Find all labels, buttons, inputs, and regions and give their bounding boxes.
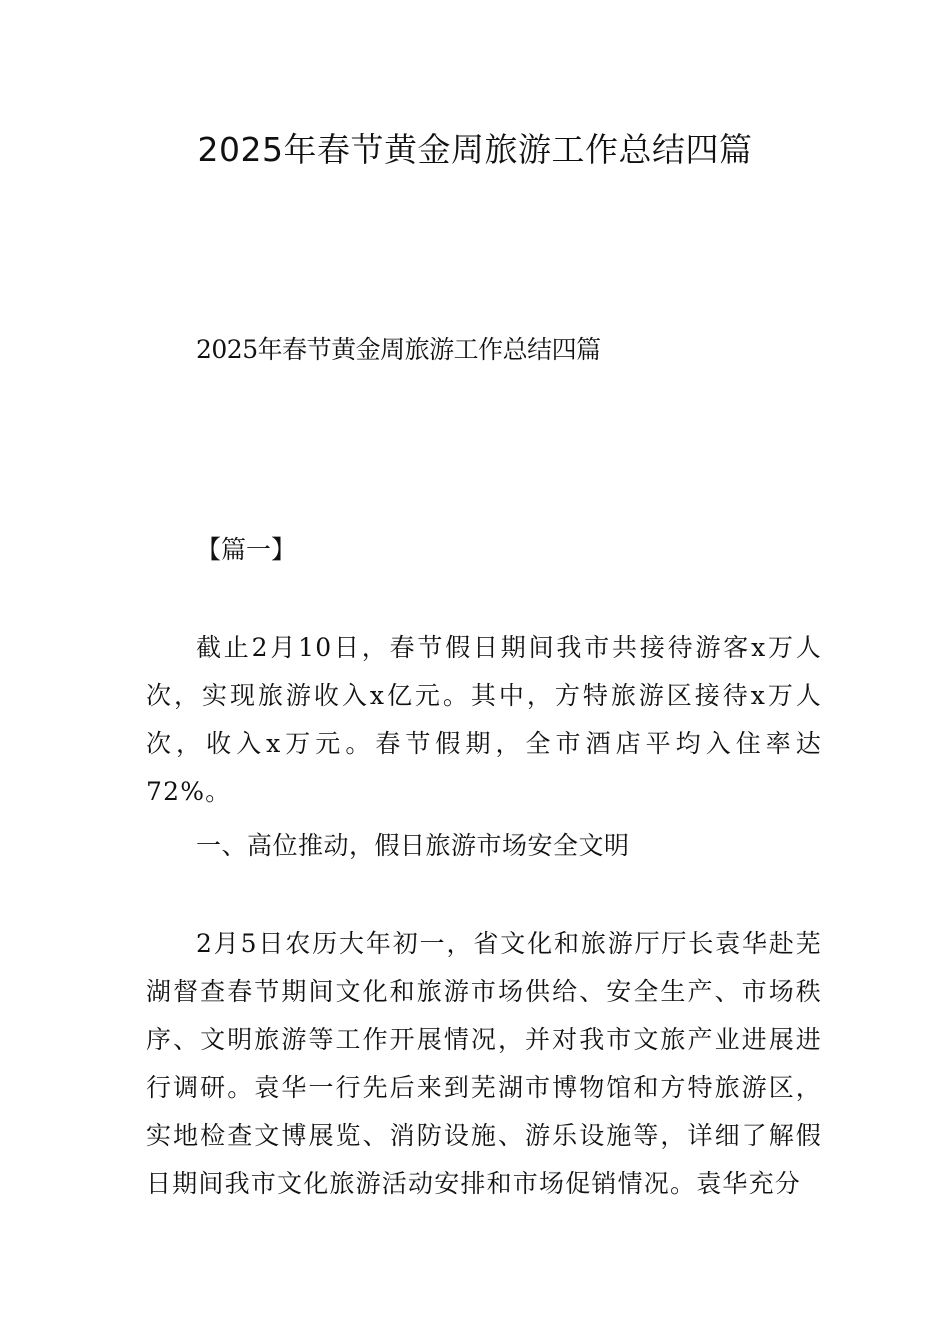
paragraph-summary: 截止2月10日，春节假日期间我市共接待游客x万人次，实现旅游收入x亿元。其中，方特旅游区接待x万人次，收入x万元。春节假期，全市酒店平均入住率达72%。 <box>146 633 822 806</box>
document-subtitle: 2025年春节黄金周旅游工作总结四篇 <box>196 335 601 364</box>
section-heading: 一、高位推动，假日旅游市场安全文明 <box>196 831 630 860</box>
document-title: 2025年春节黄金周旅游工作总结四篇 <box>197 130 753 169</box>
section-marker: 【篇一】 <box>196 535 297 564</box>
paragraph-inspection: 2月5日农历大年初一，省文化和旅游厅厅长袁华赴芜湖督查春节期间文化和旅游市场供给、安全生产、市场秩序、文明旅游等工作开展情况，并对我市文旅产业进展进行调研。袁华一行先后来到芜湖市博物馆和方特旅游区，实地检查文博展览、消防设施、游乐设施等，详细了解假日期间我市文化旅游活动安排和市场促销情况。袁华充分 <box>146 929 822 1198</box>
